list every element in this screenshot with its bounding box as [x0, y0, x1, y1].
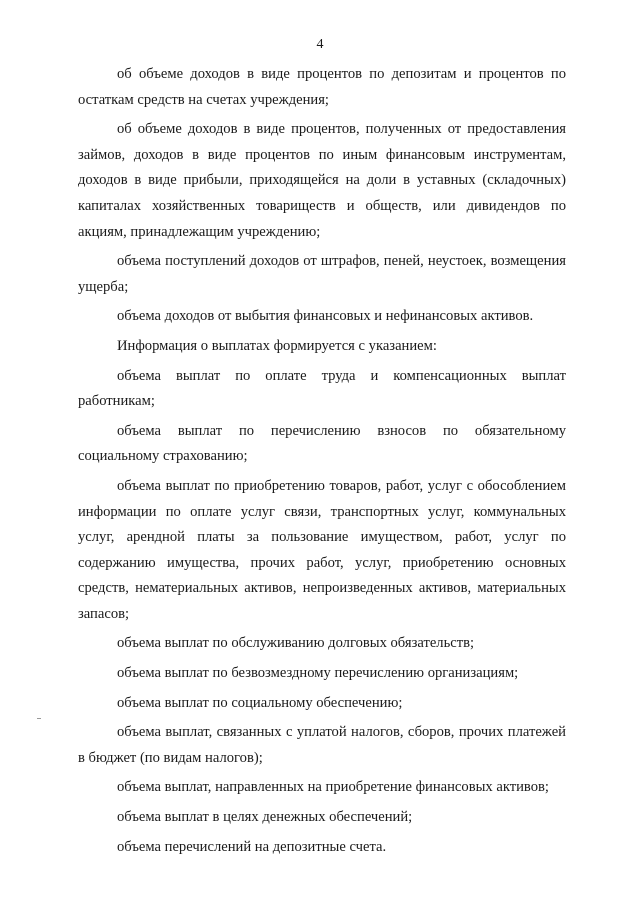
paragraph: объема перечислений на депозитные счета.	[117, 838, 387, 855]
paragraph: объема выплат в целях денежных обеспечений;	[117, 809, 413, 826]
page-number: 4	[316, 37, 324, 52]
paragraph: объема выплат по обслуживанию долговых обязательств;	[117, 635, 475, 652]
paragraph: объема поступлений доходов от штрафов, пеней, неустоек, возмещения ущерба;	[78, 253, 566, 295]
paragraph: Информация о выплатах формируется с указанием:	[117, 337, 437, 354]
paragraph: объема выплат по приобретению товаров, работ, услуг с обособлением информации по оплате услуг связи, транспортных услуг, коммунальных услуг, арендной платы за пользование имуществом, работ, услуг по содержанию имущества, прочих работ, услуг, приобретению основных средств, нематериальных активов, непроизведенных активов, материальных запасов;	[78, 477, 566, 622]
paragraph: об объеме доходов в виде процентов, полученных от предоставления займов, доходов в виде процентов по иным финансовым инструментам, доходов в виде прибыли, приходящейся на доли в уставных (складочных) капиталах хозяйственных товариществ и обществ, или дивидендов по акциям, принадлежащим учреждению;	[78, 121, 566, 240]
paragraph: объема выплат по перечислению взносов по обязательному социальному страхованию;	[78, 422, 566, 465]
paragraph: объема выплат по безвозмездному перечислению организациям;	[117, 665, 519, 682]
paragraph: объема выплат, связанных с уплатой налогов, сборов, прочих платежей в бюджет (по видам налогов);	[78, 724, 566, 766]
paragraph: объема выплат по социальному обеспечению;	[117, 694, 403, 711]
document-body	[78, 62, 566, 860]
paragraph: объема выплат, направленных на приобретение финансовых активов;	[117, 779, 549, 796]
scan-mark	[37, 718, 41, 719]
paragraph: объема доходов от выбытия финансовых и нефинансовых активов.	[117, 308, 534, 325]
paragraph: об объеме доходов в виде процентов по депозитам и процентов по остаткам средств на счетах учреждения;	[78, 66, 566, 108]
paragraph: объема выплат по оплате труда и компенсационных выплат работникам;	[78, 367, 566, 410]
